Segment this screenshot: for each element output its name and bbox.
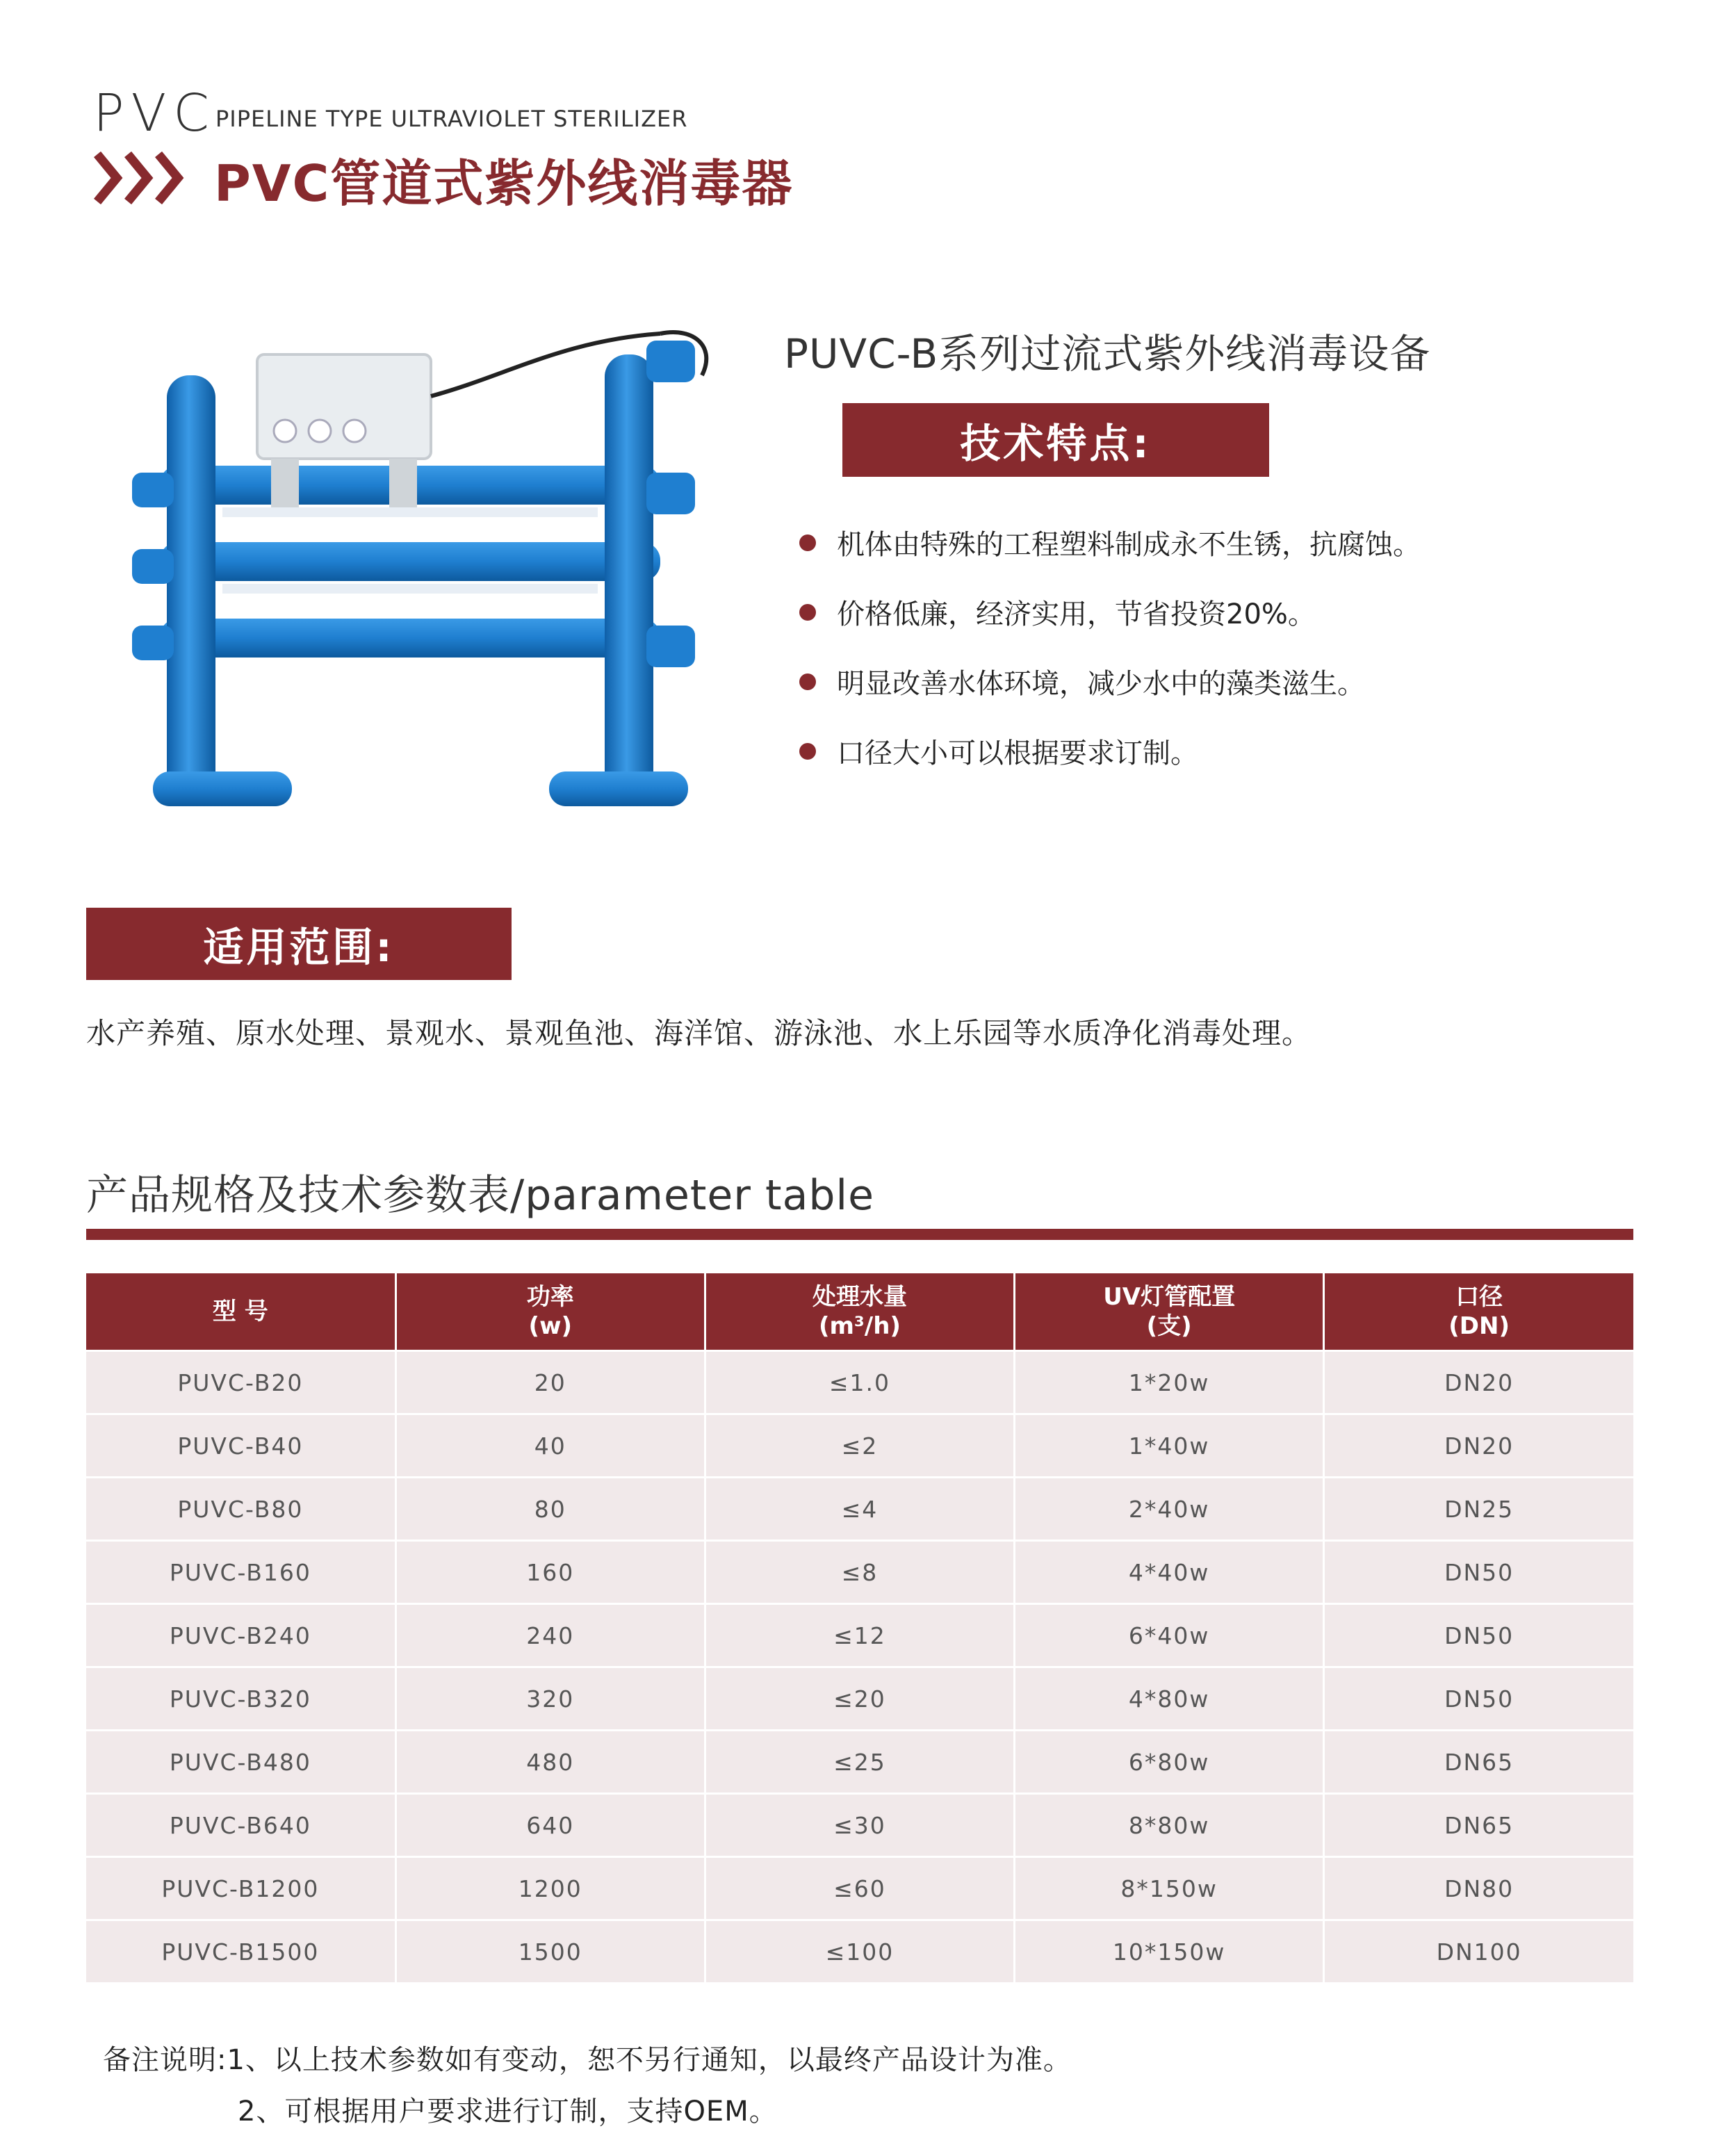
table-body	[86, 1351, 1633, 1983]
note-line-2: 2、可根据用户要求进行订制，支持OEM。	[238, 2096, 778, 2128]
cell-power: 480	[395, 1731, 705, 1794]
cell-uv-lamp: 6*40w	[1015, 1604, 1324, 1667]
feature-text: 价格低廉，经济实用，节省投资20%。	[837, 598, 1316, 630]
cell-flow: ≤30	[705, 1794, 1014, 1857]
series-title: PUVC-B系列过流式紫外线消毒设备	[784, 330, 1431, 377]
cell-diameter: DN65	[1324, 1731, 1633, 1794]
header-line1: UV灯管配置	[1103, 1283, 1236, 1311]
cell-model: PUVC-B1500	[86, 1920, 395, 1983]
header-flow	[705, 1273, 1014, 1351]
cell-uv-lamp: 4*80w	[1015, 1667, 1324, 1731]
cell-model: PUVC-B240	[86, 1604, 395, 1667]
header-chinese-title: PVC管道式紫外线消毒器	[214, 154, 794, 213]
title-divider	[86, 1229, 1633, 1240]
table-row	[86, 1541, 1633, 1604]
feature-item	[799, 731, 1198, 771]
header-line2: (m³/h)	[818, 1312, 901, 1340]
cell-flow: ≤8	[705, 1541, 1014, 1604]
cell-diameter: DN25	[1324, 1478, 1633, 1541]
feature-item	[799, 523, 1421, 562]
cell-model: PUVC-B480	[86, 1731, 395, 1794]
feature-text: 机体由特殊的工程塑料制成永不生锈，抗腐蚀。	[837, 529, 1421, 561]
header-english-title: PIPELINE TYPE ULTRAVIOLET STERILIZER	[215, 106, 688, 132]
scope-label: 适用范围:	[86, 908, 512, 980]
cell-diameter: DN100	[1324, 1920, 1633, 1983]
header-line1: 型 号	[212, 1298, 268, 1325]
note-line-1: 备注说明:1、以上技术参数如有变动，恕不另行通知，以最终产品设计为准。	[103, 2044, 1072, 2076]
table-row	[86, 1478, 1633, 1541]
cell-uv-lamp: 1*40w	[1015, 1414, 1324, 1478]
cell-model: PUVC-B40	[86, 1414, 395, 1478]
cell-power: 320	[395, 1667, 705, 1731]
table-row	[86, 1920, 1633, 1983]
cell-power: 1200	[395, 1857, 705, 1920]
header-model	[86, 1273, 395, 1351]
bullet-icon	[799, 604, 816, 621]
cell-model: PUVC-B80	[86, 1478, 395, 1541]
cell-flow: ≤20	[705, 1667, 1014, 1731]
cell-model: PUVC-B640	[86, 1794, 395, 1857]
cell-power: 80	[395, 1478, 705, 1541]
cell-uv-lamp: 8*150w	[1015, 1857, 1324, 1920]
feature-text: 明显改善水体环境，减少水中的藻类滋生。	[837, 668, 1365, 700]
table-header-row	[86, 1273, 1633, 1351]
bullet-icon	[799, 673, 816, 690]
cell-diameter: DN20	[1324, 1414, 1633, 1478]
bullet-icon	[799, 743, 816, 760]
cell-uv-lamp: 8*80w	[1015, 1794, 1324, 1857]
cell-power: 40	[395, 1414, 705, 1478]
header-line1: 处理水量	[812, 1283, 907, 1311]
feature-text: 口径大小可以根据要求订制。	[837, 737, 1198, 769]
cell-power: 640	[395, 1794, 705, 1857]
header-line1: 功率	[526, 1283, 574, 1311]
cell-model: PUVC-B320	[86, 1667, 395, 1731]
cell-power: 240	[395, 1604, 705, 1667]
cell-flow: ≤4	[705, 1478, 1014, 1541]
feature-item	[799, 592, 1316, 632]
table-row	[86, 1731, 1633, 1794]
table-row	[86, 1604, 1633, 1667]
cell-diameter: DN80	[1324, 1857, 1633, 1920]
triple-chevron-icon	[93, 149, 190, 207]
header-line2: (DN)	[1448, 1312, 1510, 1340]
header-power	[395, 1273, 705, 1351]
header-pvc-label: PVC	[93, 83, 216, 143]
cell-uv-lamp: 4*40w	[1015, 1541, 1324, 1604]
header-line2: (支)	[1146, 1312, 1192, 1340]
cell-uv-lamp: 6*80w	[1015, 1731, 1324, 1794]
cell-flow: ≤60	[705, 1857, 1014, 1920]
cell-power: 20	[395, 1351, 705, 1414]
feature-item	[799, 662, 1365, 701]
uv-sterilizer-photo	[118, 299, 730, 827]
cell-power: 1500	[395, 1920, 705, 1983]
tech-features-label: 技术特点:	[842, 403, 1269, 477]
cell-diameter: DN50	[1324, 1667, 1633, 1731]
table-row	[86, 1857, 1633, 1920]
table-row	[86, 1794, 1633, 1857]
header-uv-lamp	[1015, 1273, 1324, 1351]
parameter-table	[86, 1273, 1633, 1982]
header-line2: (w)	[528, 1312, 573, 1340]
parameter-table-title: 产品规格及技术参数表/parameter table	[86, 1171, 875, 1220]
cell-flow: ≤1.0	[705, 1351, 1014, 1414]
cell-model: PUVC-B20	[86, 1351, 395, 1414]
cell-flow: ≤2	[705, 1414, 1014, 1478]
cell-diameter: DN50	[1324, 1604, 1633, 1667]
bullet-icon	[799, 534, 816, 551]
table-row	[86, 1351, 1633, 1414]
cell-uv-lamp: 1*20w	[1015, 1351, 1324, 1414]
cell-diameter: DN65	[1324, 1794, 1633, 1857]
cell-flow: ≤25	[705, 1731, 1014, 1794]
cell-flow: ≤100	[705, 1920, 1014, 1983]
cell-flow: ≤12	[705, 1604, 1014, 1667]
table-row	[86, 1414, 1633, 1478]
cell-uv-lamp: 10*150w	[1015, 1920, 1324, 1983]
cell-diameter: DN50	[1324, 1541, 1633, 1604]
cell-model: PUVC-B160	[86, 1541, 395, 1604]
table-row	[86, 1667, 1633, 1731]
cell-uv-lamp: 2*40w	[1015, 1478, 1324, 1541]
scope-text: 水产养殖、原水处理、景观水、景观鱼池、海洋馆、游泳池、水上乐园等水质净化消毒处理。	[86, 1016, 1312, 1050]
cell-diameter: DN20	[1324, 1351, 1633, 1414]
header-diameter	[1324, 1273, 1633, 1351]
cell-power: 160	[395, 1541, 705, 1604]
header-line1: 口径	[1455, 1283, 1503, 1311]
cell-model: PUVC-B1200	[86, 1857, 395, 1920]
